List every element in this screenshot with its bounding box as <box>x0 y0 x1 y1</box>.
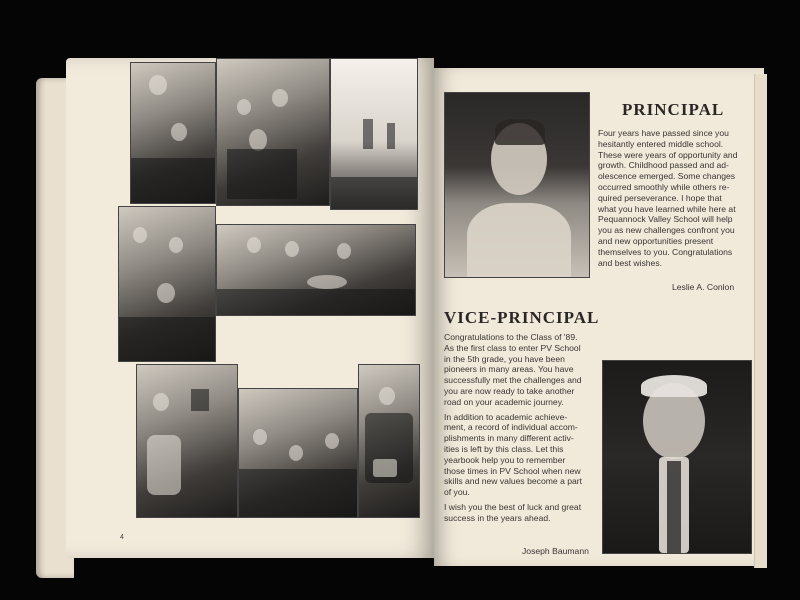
principal-heading: PRINCIPAL <box>622 100 725 119</box>
page-number-left: 4 <box>120 534 124 541</box>
vice-principal-message <box>444 332 600 528</box>
right-page <box>434 68 764 566</box>
principal-line: and best wishes. <box>598 257 663 268</box>
right-page-edge <box>754 74 767 568</box>
vice-principal-heading: VICE-PRINCIPAL <box>444 308 600 327</box>
photo-students-group <box>118 206 216 362</box>
principal-message <box>598 128 744 268</box>
principal-line: quired perseverance. I hope that <box>598 192 722 203</box>
principal-line: Pequannock Valley School will help <box>598 214 733 225</box>
left-page <box>66 58 434 558</box>
principal-signature: Leslie A. Conlon <box>672 282 735 292</box>
yearbook <box>36 48 764 568</box>
photo-teacher-reading <box>358 364 420 518</box>
vice-principal-paragraph: Congratulations to the Class of '89. As the first class to enter PV School in the 5th grade, you have been pioneers in many areas. You have successfully met the challenges and you are now ready to take another road on your academic journey. <box>444 332 582 407</box>
principal-line: what you have learned while here at <box>598 203 736 214</box>
vice-principal-paragraph: I wish you the best of luck and great success in the years ahead. <box>444 501 582 523</box>
photo-students-desk <box>130 62 216 204</box>
principal-line: growth. Childhood passed and ad- <box>598 160 729 171</box>
principal-line: and new opportunities present <box>598 235 714 246</box>
principal-line: you as new challenges confront you <box>598 225 735 236</box>
principal-line: These were years of opportunity and <box>598 149 738 160</box>
photo-crowd <box>238 388 358 518</box>
principal-line: hesitantly entered middle school. <box>598 138 724 149</box>
principal-line: occurred smoothly while others re- <box>598 181 730 192</box>
principal-line: themselves to you. Congratulations <box>598 246 733 257</box>
principal-line: Four years have passed since you <box>598 128 729 138</box>
principal-line: olescence emerged. Some changes <box>598 171 736 182</box>
photo-vice-principal <box>602 360 752 554</box>
photo-classroom <box>216 58 330 206</box>
photo-students-table <box>216 224 416 316</box>
photo-hallway <box>330 58 418 210</box>
vice-principal-signature: Joseph Baumann <box>522 546 589 556</box>
vice-principal-paragraph: In addition to academic achieve- ment, a record of individual accom- plishments in many different activ- ities is left by this class. Let this yearbook help you to remember those times in PV School when new skills and new values become a part of you. <box>444 411 583 498</box>
photo-principal <box>444 92 590 278</box>
photo-teachers <box>136 364 238 518</box>
